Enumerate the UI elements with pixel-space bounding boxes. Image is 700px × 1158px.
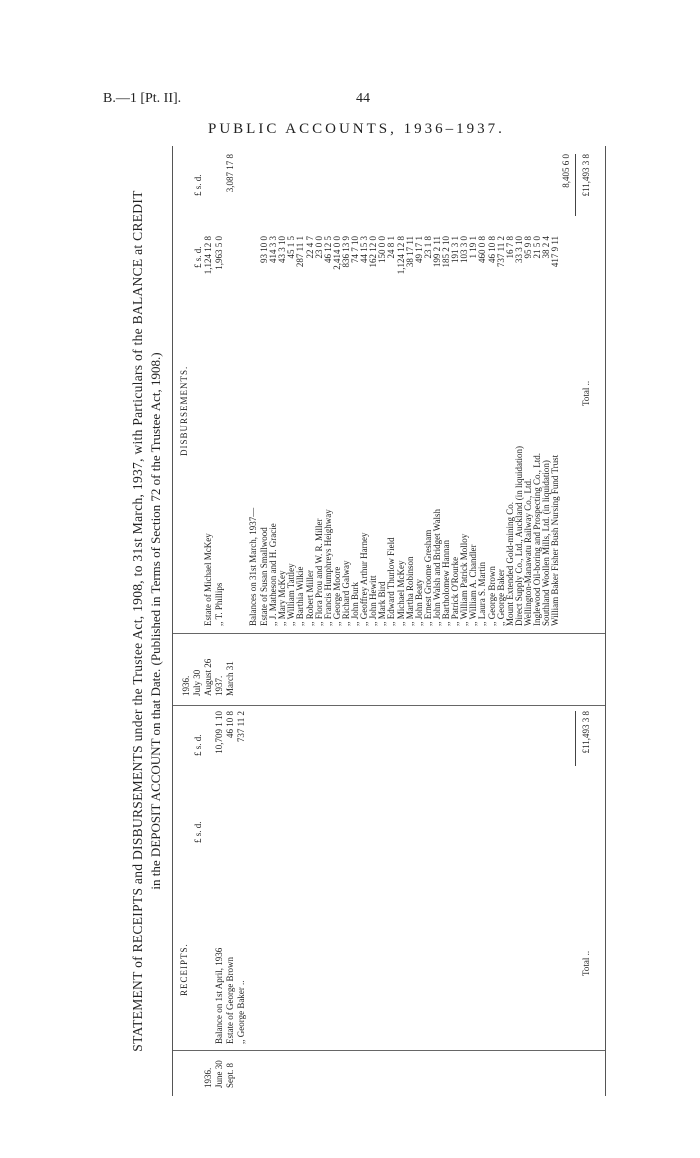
- balance-amount: 162 12 0: [368, 236, 379, 268]
- disbursement-date: 1936.: [181, 675, 191, 696]
- balance-name: ,, Richard Galway: [340, 560, 351, 626]
- balance-name: Inglewood Oil-boring and Prospecting Co., Ltd.: [532, 453, 542, 626]
- balance-name: ,, John Hewitt: [368, 575, 379, 626]
- balance-name: ,, Bartholomew Hannan: [441, 540, 451, 626]
- disbursement-date: July 30: [192, 669, 202, 696]
- receipts-total-label: Total ..: [581, 950, 591, 976]
- page-title: PUBLIC ACCOUNTS, 1936–1937.: [208, 121, 505, 137]
- balance-amount: 103 3 0: [459, 236, 470, 263]
- balance-amount: 21 5 0: [532, 236, 542, 259]
- balance-amount: 44 15 3: [359, 236, 370, 263]
- balance-amount: 38 2 4: [541, 236, 552, 259]
- balance-name: ,, Barthia Wilkie: [295, 566, 306, 626]
- balance-amount: 24 8 1: [386, 236, 397, 259]
- statement-caption-line1: STATEMENT of RECEIPTS and DISBURSEMENTS under the Trustee Act, 1908, to 31st March, 1937, with Particulars of the BALANCE at CREDIT: [130, 190, 145, 1052]
- balance-name: ,, Mark Bird: [377, 581, 388, 626]
- balance-name: ,, Martha Robinson: [404, 556, 415, 626]
- receipts-money-heading-1: £ s. d.: [193, 821, 203, 843]
- disb-total: £11,493 3 8: [581, 154, 591, 197]
- balance-name: ,, Patrick O'Rourke: [450, 556, 461, 626]
- receipt-item: ,, George Baker ..: [236, 980, 246, 1044]
- balance-amount: 93 10 0: [259, 236, 269, 263]
- page-number: 44: [356, 91, 370, 106]
- balance-amount: 45 1 5: [286, 236, 297, 259]
- receipt-amount: 737 11 2: [236, 711, 246, 743]
- column-divider: [173, 633, 605, 634]
- balance-name: ,, Ernest Groome Gresham: [422, 529, 433, 626]
- balance-amount: 414 3 3: [268, 236, 279, 263]
- receipt-amount: 10,709 1 10: [214, 711, 224, 754]
- balance-name: ,, J. Matheson and H. Gracie: [268, 523, 279, 626]
- balance-name: ,, Robert Miller: [304, 570, 315, 626]
- disbursements-heading: DISBURSEMENTS.: [179, 365, 189, 456]
- balance-name: Wellington-Manawatu Railway Co., Ltd.: [522, 478, 533, 626]
- receipts-heading: RECEIPTS.: [179, 943, 189, 996]
- rotated-statement: [130, 146, 610, 1096]
- receipt-item: Estate of George Brown: [225, 956, 235, 1044]
- balance-name: Mount Extended Gold-mining Co.: [504, 502, 515, 626]
- receipts-total: £11,493 3 8: [581, 711, 591, 754]
- balance-name: ,, George Moore: [331, 566, 342, 626]
- balance-amount: 191 3 1: [450, 236, 461, 263]
- balance-amount: 33 3 10: [513, 236, 524, 263]
- estate-line: Estate of Michael McKey: [203, 533, 213, 626]
- balance-amount: 199 2 11: [431, 236, 442, 268]
- balance-amount: 1,124 12 8: [395, 236, 406, 275]
- balance-name: Direct Supply Co., Ltd., Auckland (in liquidation): [513, 446, 524, 626]
- column-divider: [173, 705, 605, 706]
- balance-amount: 460 0 8: [477, 236, 488, 263]
- balance-amount: 185 2 10: [441, 236, 451, 268]
- balance-amount: 95 9 8: [522, 236, 533, 259]
- balance-name: ,, Michael McKey: [395, 560, 406, 626]
- receipts-total-rule: [575, 711, 576, 766]
- receipt-date: 1936.: [203, 1067, 213, 1088]
- balance-amount: 74 7 10: [350, 236, 360, 263]
- balance-amount: 836 13 9: [340, 236, 351, 268]
- estate-subtotal: 3,087 17 8: [225, 154, 235, 193]
- balance-amount: 287 11 1: [295, 236, 306, 268]
- balance-amount: 46 12 5: [322, 236, 333, 263]
- disbursement-date: 1937.: [214, 675, 224, 696]
- balance-amount: 737 11 2: [495, 236, 506, 268]
- balance-name: ,, John Burk: [350, 581, 360, 626]
- balance-amount: 46 10 8: [486, 236, 497, 263]
- balance-amount: 2,414 0 0: [331, 236, 342, 270]
- balances-heading: Balances on 31st March, 1937—: [248, 507, 258, 626]
- balance-amount: 38 17 11: [404, 236, 415, 268]
- balance-name: ,, William A. Chandler: [468, 544, 479, 626]
- receipt-item: Balance on 1st April, 1936: [214, 947, 224, 1044]
- balance-name: ,, Mary McKey: [277, 570, 288, 626]
- balance-amount: 22 4 7: [304, 236, 315, 259]
- balance-amount: 150 0 0: [377, 236, 388, 263]
- balance-amount: 49 17 1: [413, 236, 424, 263]
- disb-total-rule: [575, 154, 576, 216]
- receipt-date: Sept. 8: [225, 1062, 235, 1088]
- balance-name: ,, Edward Thurlow Field: [386, 537, 397, 626]
- balance-name: ,, William Tattley: [286, 563, 297, 626]
- balance-name: ,, Francis Humphreys Heighway: [322, 509, 333, 626]
- disb-money-heading-1: £ s. d.: [193, 246, 203, 268]
- balance-amount: 16 7 8: [504, 236, 515, 259]
- document-reference: B.—1 [Pt. II].: [103, 91, 182, 106]
- receipt-amount: 46 10 8: [225, 711, 235, 738]
- balance-amount: 43 3 10: [277, 236, 288, 263]
- disbursement-date: March 31: [225, 661, 235, 696]
- balance-name: ,, Laura S. Martin: [477, 562, 488, 626]
- balance-name: ,, William Patrick Molloy: [459, 533, 470, 626]
- estate-amount: 1,124 12 8: [203, 236, 213, 275]
- balance-name: ,, George Baker: [495, 569, 506, 626]
- disbursement-date: August 26: [203, 658, 213, 696]
- balance-name: ,, Flora Prou and W. R. Miller: [313, 518, 324, 626]
- disb-total-label: Total ..: [581, 380, 591, 406]
- balance-name: Estate of Susan Smallwood: [259, 527, 269, 626]
- estate-line: ,, T. Phillips: [214, 582, 224, 626]
- balance-name: ,, Geoffrey Arthur Harney: [359, 532, 370, 626]
- balance-name: ,, John Walsh and Bridget Walsh: [431, 509, 442, 626]
- balances-subtotal: 8,405 6 0: [561, 154, 571, 188]
- balance-name: ,, John Beaty: [413, 579, 424, 626]
- balance-amount: 1 19 1: [468, 236, 479, 259]
- column-divider: [173, 1050, 605, 1051]
- estate-amount: 1,963 5 0: [214, 236, 224, 270]
- balance-name: ,, George Brown: [486, 566, 497, 626]
- balance-amount: 23 1 8: [422, 236, 433, 259]
- disb-money-heading-2: £ s. d.: [193, 174, 203, 196]
- balance-amount: 417 9 11: [550, 236, 561, 268]
- receipt-date: June 30: [214, 1060, 224, 1088]
- balance-name: Southland Woollen Mills, Ltd. (in liquidation): [541, 460, 552, 626]
- statement-caption-line2: in the DEPOSIT ACCOUNT on that Date. (Published in Terms of Section 72 of the Trustee Act, 1908.): [148, 352, 163, 890]
- balance-amount: 23 0 0: [313, 236, 324, 259]
- statement-table: [172, 146, 606, 1096]
- receipts-money-heading-2: £ s. d.: [193, 734, 203, 756]
- balance-name: William Baker Fisher Bush Nursing Fund Trust: [550, 454, 561, 626]
